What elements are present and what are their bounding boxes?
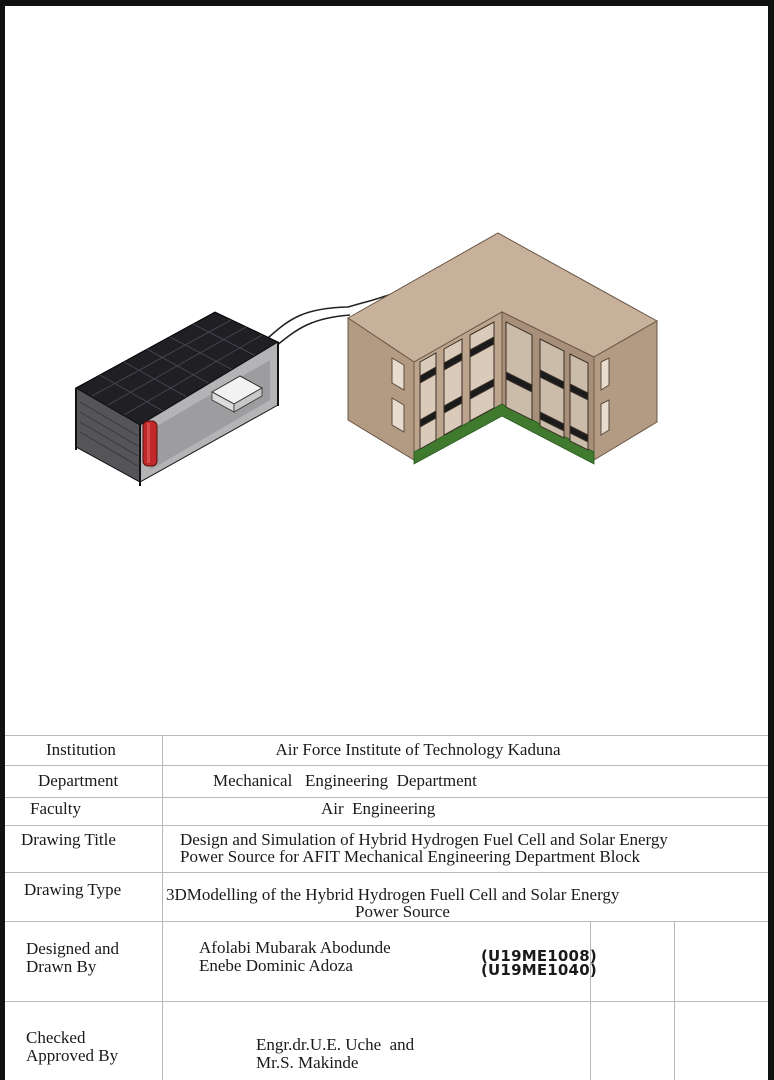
- drawing-type-line2: Power Source: [355, 902, 450, 921]
- drawing-title-line2: Power Source for AFIT Mechanical Engineering Department Block: [180, 847, 640, 866]
- title-block-rule: [5, 921, 768, 922]
- department-label: Department: [38, 771, 119, 790]
- title-block-divider: [674, 921, 675, 1080]
- drawing-title-label: Drawing Title: [21, 830, 116, 849]
- designer-code-1: (U19ME1008): [481, 947, 597, 965]
- institution-value: Air Force Institute of Technology Kaduna: [275, 740, 561, 759]
- checked-by-label-line2: Approved By: [26, 1046, 119, 1065]
- institution-label: Institution: [46, 740, 116, 759]
- checker-name-1: Engr.dr.U.E. Uche and: [256, 1035, 415, 1054]
- designed-by-label-line2: Drawn By: [26, 957, 97, 976]
- faculty-value: Air Engineering: [321, 799, 436, 818]
- designer-name-1: Afolabi Mubarak Abodunde: [199, 938, 391, 957]
- drawing-title-line1: Design and Simulation of Hybrid Hydrogen Fuel Cell and Solar Energy: [180, 830, 668, 849]
- department-building: [348, 233, 657, 464]
- title-block-rule: [5, 735, 768, 736]
- checker-name-2: Mr.S. Makinde: [256, 1053, 359, 1072]
- title-block-rule: [5, 825, 768, 826]
- checked-by-label-line1: Checked: [26, 1028, 86, 1047]
- department-value: Mechanical Engineering Department: [213, 771, 477, 790]
- title-block: [5, 735, 768, 1080]
- drawing-type-label: Drawing Type: [24, 880, 122, 899]
- solar-fuel-cell-unit: [76, 312, 278, 486]
- designed-by-label-line1: Designed and: [26, 939, 120, 958]
- designer-name-2: Enebe Dominic Adoza: [199, 956, 353, 975]
- title-block-rule: [5, 1001, 768, 1002]
- hydrogen-tank: [143, 421, 157, 466]
- title-block-rule: [5, 797, 768, 798]
- title-block-divider: [590, 921, 591, 1080]
- drawing-type-line1: 3DModelling of the Hybrid Hydrogen Fuell Cell and Solar Energy: [166, 885, 620, 904]
- title-block-rule: [5, 765, 768, 766]
- title-block-divider: [162, 735, 163, 1080]
- designer-code-2: (U19ME1040): [481, 961, 597, 979]
- faculty-label: Faculty: [30, 799, 81, 818]
- title-block-rule: [5, 872, 768, 873]
